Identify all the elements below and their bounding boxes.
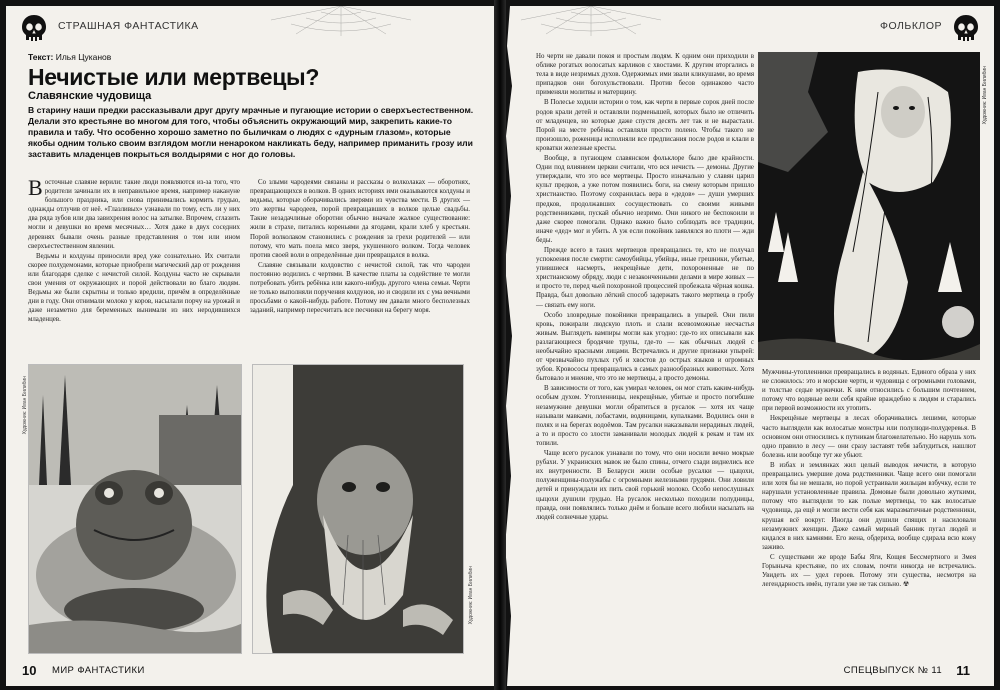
- frog-creature-drawing: [29, 365, 242, 654]
- paragraph: В зависимости от того, как умирал человек, он мог стать каким-нибудь особым духом. Утопленницы, некрещёные, убитые и просто погибшие незамужние девушки могли обратиться в русалок — хотя их чаще называли мавками, лобастами, водяницами, купалками. Водились они в полях и на берегах водоёмов. Там русалки наказывали нерадивых людей, а то и просто со злости заманивали молодых людей к рекам и там их топили.: [536, 385, 754, 447]
- section-label: ФОЛЬКЛОР: [880, 20, 942, 32]
- paragraph: Славяне связывали колдовство с нечистой силой, так что чародеи постоянно водились с чертями. В качестве платы за содействие те могли потребовать убить ребёнка или какого-нибудь другого члена семьи. Черти не только выполняли поручения колдунов, но и сводили их с ума вечными просьбами о какой-нибудь работе. Потому им давали много бесполезных заданий, например пересчитать все песчинки на берегу моря.: [250, 261, 470, 315]
- paragraph: Прежде всего в таких мертвецов превращались те, кто не получал успокоения после смерти: самоубийцы, убийцы, иные грешники, убитые, упившиеся насмерть, некрещёные дети, похороненные не по христианскому обряду, люди с незаконченными делами в мире живых — и просто те, перед чьей похоронной процессией пробежала чёрная кошка. Правда, был довольно лёгкий способ задержать такого мертвеца в гробу — связать ему ноги.: [536, 246, 754, 309]
- byline-author: Илья Цуканов: [55, 52, 112, 62]
- footer-magazine-title: МИР ФАНТАСТИКИ: [52, 665, 145, 676]
- section-label: СТРАШНАЯ ФАНТАСТИКА: [58, 20, 199, 32]
- paragraph: Восточные славяне верили: такие люди появляются из-за того, что родители зачинали их в неправильное время, например накануне большого праздника, или снова принимались кормить грудью, однажды отлучив от неё. «Глазливых» узнавали по тому, есть ли у них два ряда зубов или два завихрения волос на затылке. Впрочем, сглазить могли и девушки во время месячных… Хотя даже в двух соседних деревнях бывали очень разные представления о том или ином сверхъестественном явлении.: [28, 175, 240, 250]
- cobweb-decor: [516, 6, 666, 38]
- illustration-credit: Художник: Иван Билибин: [982, 66, 988, 125]
- right-column-2: [762, 368, 976, 590]
- left-page: [6, 6, 494, 686]
- forest-spirit-drawing: [758, 52, 980, 360]
- torn-edge-decor: [506, 6, 514, 686]
- paragraph: Но черти не давали покоя и простым людям. К одним они приходили в облике рогатых волосатых карликов с хвостами. К другим вторгались в тела в виде незримых духов. Одержимых ими звали кликушами, во время припадков они богохульствовали. Против бесов одинаково часто применяли молитвы и матерщину.: [536, 53, 754, 97]
- gutter: [494, 0, 506, 690]
- bearded-creature-drawing: [253, 365, 464, 654]
- left-column-2: [250, 178, 470, 316]
- end-mark-icon: ☢: [902, 581, 909, 589]
- paragraph: Чаще всего русалок узнавали по тому, что они носили вечно мокрые рубахи. У украинских мавок не было спины, отчего сзади виднелись все их внутренности. В Беларуси жили особые русалки — цыцохи, полуженщины-полужабы с огромными железными грудями. Они ловили детей и принуждали их пить свой горький молоко. Особо непослушных цыцохи душили грудью. На русалок несколько походили полудницы, правда, они появлялись только днём и больше всего любили насылать на людей солнечные удары.: [536, 450, 754, 521]
- skull-icon: [20, 14, 48, 44]
- paragraph: Ведьмы и колдуны приносили вред уже сознательно. Их считали скорее полудемонами, которые приобрели магический дар от рождения или благодаря сделке с нечистой силой. Колдуны часто не скрывали свои умения от окружающих и порой действовали во благо людям. Ведьмы же были скрытны и только вредили, причём в определённые дни в году. Они отнимали молоко у коров, насылали порчу на урожай и даже незаметно для беременных вынимали из них неродившихся младенцев.: [28, 252, 240, 324]
- page-number: 11: [956, 663, 970, 678]
- dropcap: В: [28, 175, 43, 200]
- page-number: 10: [22, 663, 37, 678]
- skull-icon: [952, 14, 980, 44]
- cobweb-decor: [266, 6, 416, 38]
- paragraph: Вообще, в пугающем славянском фольклоре было две крайности. Одни под влиянием церкви считали, что вся нечисть — демоны. Другие утверждали, что это все мертвецы. Просто изначально у славян царил культ предков, а уже потом появились боги, на смену которым пришло христианство. Поэтому сохранилась вера в «дедов» — души умерших предков, продолжавших сосуществовать со своими живыми родственниками, пускай обычно незримо. Они никого не беспокоили и даже скорее помогали. Однако важно было соблюдать все традиции, иначе «дед» мог и убить. А уж если покойник заявлялся во плоти — жди беды.: [536, 155, 754, 244]
- paragraph: В Полесье ходили истории о том, как черти в первые сорок дней после родов крали детей и оставляли подменышей, которых было не отличить от младенцев, но которые даже спустя десять лет так и не вырастали. Порой на месте ребёнка оставляли просто полено. Чтобы такого не произошло, роженицы исполняли все предписания после родов и клали в кроватки железные кресты.: [536, 99, 754, 152]
- paragraph: Особо зловредные покойники превращались в упырей. Они пили кровь, пожирали людскую плоть и слали всевозможные несчастья живым. Выглядеть вампиры могли как угодно: где-то их описывали как разлагающиеся бродячие трупы, где-то — как обычных людей с необычайно красными лицами. Встречались и другие признаки упырей: от чрезвычайно пухлых губ и хвостов до острых языков и огромных зубов. Кровососы превращались в самых разнообразных животных. Хотя бытовало и мнение, что это не мертвецы, а просто демоны.: [536, 311, 754, 383]
- paragraph: Мужчины-утопленники превращались в водяных. Единого образа у них не сложилось: это и морские черти, и чудовища с огромными головами, и толстые седые мужички. К ним относились с большим почтением, потому что водяные вели себя крайне враждебно к людям и старались при первой возможности их утопить.: [762, 369, 976, 413]
- paragraph: В избах и землянках жил целый выводок нечисти, в которую превращались умершие дома родственники. Чаще всего они помогали или хотя бы не мешали, но порой устраивали жильцам взбучку, если те нарушали установленные правила. Домовые были довольно жуткими, потому что выглядели то как полые мертвецы, то как волосатые чудовища, да ещё и могли вести себя как маразматичные родственники, крушая всё вокруг. Иногда они душили спящих и насиловали незамужних женщин. Даже самый мирный банник пугал людей и кидался в них камнями. Его жена, обдериха, вообще сдирала всю кожу заживо.: [762, 461, 976, 551]
- illustration-forest-spirit: [758, 52, 980, 360]
- left-column-1: [28, 175, 240, 326]
- illustration-frog-creature: [28, 364, 242, 654]
- byline-label: Текст:: [28, 52, 54, 62]
- illustration-credit: Художник: Иван Билибин: [22, 376, 28, 435]
- paragraph: Некрещёные мертвецы в лесах оборачивались лешими, которые часто выглядели как волосатые монстры или полулюди-полудеревья. В основном они относились к путникам благожелательно. Но нарушь хоть одно правило в лесу — они сразу заставят тебя заблудиться, нашлют болезнь или вообще тут же убьют.: [762, 415, 976, 459]
- article-lead: В старину наши предки рассказывали друг другу мрачные и пугающие истории о сверхъестественном. Делали это крестьяне во многом для того, чтобы объяснить окружающий мир, закрепить какие-то правила и табу. Что особенно хорошо заметно по быличкам о людях с «дурным глазом», которые якобы одним только своим взглядом могли ненароком накликать беду, например приманить грозу или заставить младенцев покрыться волдырями с ног до головы.: [28, 105, 474, 159]
- article-subtitle: Славянские чудовища: [28, 90, 152, 102]
- article-title: Нечистые или мертвецы?: [28, 64, 320, 90]
- paragraph: Со злыми чародеями связаны и рассказы о волколаках — оборотнях, превращающихся в волков. В одних историях ими оказываются колдуны и ведьмы, которые оборачивались зверями из чувства мести. В других — это жертвы чародеев, порой превращавших в волков целые свадьбы. Такие незадачливые оборотни обычно вначале жалкое существование: жили в страхе, питались кореньями да ягодами, крали хлеб у крестьян. Порой волколаком становились с рождения за грехи родителей — или потому, что мать поела мясо зверя, укушенного волком. Тогда человек против своей воли в определённые дни превращался в волка.: [250, 179, 470, 259]
- right-column-1: [536, 52, 754, 523]
- paragraph: С существами же вроде Бабы Яги, Кощея Бессмертного и Змея Горыныча крестьяне, по их словам, почти никогда не встречались. Увидеть их — удел героев. Потому эти существа, несмотря на легендарность имён, пугали уже не так сильно. ☢: [762, 553, 976, 589]
- right-page: [506, 6, 994, 686]
- footer-issue: СПЕЦВЫПУСК № 11: [843, 665, 942, 676]
- byline: [28, 52, 111, 62]
- illustration-credit: Художник: Иван Билибин: [468, 566, 474, 625]
- illustration-bearded-creature: [252, 364, 464, 654]
